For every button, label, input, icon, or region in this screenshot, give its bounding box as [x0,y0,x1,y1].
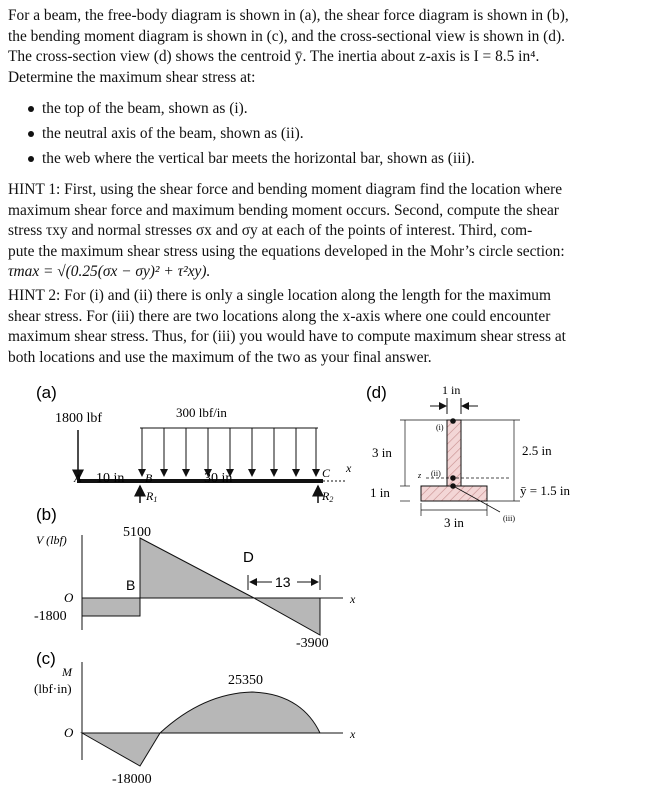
dim-13-label: 13 [275,574,291,590]
moment-peak-value: 25350 [228,673,263,688]
intro-line-3: The cross-section view (d) shows the centroid ȳ. The inertia about z-axis is I = 8.5 in⁴. [8,48,540,66]
moment-ylabel-unit: (lbf·in) [34,681,72,696]
point-load-label: 1800 lbf [55,411,103,426]
intro-line-4: Determine the maximum shear stress at: [8,68,256,86]
fig-a-x-axis: x [346,461,352,475]
shear-point-B: B [126,577,136,593]
shear-x-axis: x [350,592,356,606]
reaction-R2-label: R2 [322,489,334,504]
fig-b-label: (b) [36,505,57,524]
dim-10in: 10 in [96,471,125,486]
point-B-label: B [145,471,153,485]
shear-neg-region-1 [82,598,140,616]
hint1-line-4: pute the maximum shear stress using the equations developed in the Mohr’s circle section: [8,242,565,260]
hint2-line-1: HINT 2: For (i) and (ii) there is only a single location along the length for the maximum [8,287,551,304]
bullet-text: the top of the beam, shown as (i). [42,100,248,117]
bullet-text: the web where the vertical bar meets the horizontal bar, shown as (iii). [42,150,475,167]
web-height-label: 3 in [372,445,392,460]
fig-d-label: (d) [366,383,387,402]
hint1-line-2: maximum shear force and maximum bending moment occurs. Second, compute the shear [8,201,559,219]
shear-start-value: -1800 [34,609,67,624]
fig-c-label: (c) [36,649,56,668]
formula: τmax = √(0.25(σx − σy)² + τ²xy). [8,263,211,281]
hint1-line-3: stress τxy and normal stresses σx and σy at each of the points of interest. Third, com- [8,222,533,240]
moment-x-axis: x [350,727,356,741]
dim-2-5in-label: 2.5 in [522,443,552,458]
hint2-line-2: shear stress. For (iii) there are two locations along the x-axis where one could encounter [8,307,551,325]
dist-load-arrows [142,428,316,476]
intro-line-2: the bending moment diagram is shown in (c), and the cross-sectional view is shown in (d). [8,27,565,45]
moment-ylabel-M: M [62,665,72,679]
bullet-text: the neutral axis of the beam, shown as (ii). [42,125,304,142]
cross-section-diagram [366,383,570,530]
point-ii-marker [450,475,456,481]
fig-a-label: (a) [36,383,57,402]
shear-pos-region [140,538,254,598]
shear-origin: O [64,590,74,605]
point-iii-marker [450,483,456,489]
shear-force-diagram [34,505,356,651]
web-width-label: 1 in [442,383,461,397]
moment-min-value: -18000 [112,772,152,787]
moment-pos-region [160,692,320,733]
fbd-diagram [36,383,352,504]
shear-peak-value: 5100 [123,525,151,540]
flange-width-label: 3 in [444,515,464,530]
shear-neg-region-2 [254,598,320,635]
hint1-line-1: HINT 1: First, using the shear force and bending moment diagram find the location where [8,181,563,198]
bending-moment-diagram [34,649,356,787]
moment-origin: O [64,725,74,740]
shear-point-D: D [243,549,254,566]
point-ii-label: (ii) [431,469,441,478]
z-axis-label: z [418,471,422,480]
intro-line-1: For a beam, the free-body diagram is shown in (a), the shear force diagram is shown in (b), [8,7,569,24]
shear-ylabel: V (lbf) [36,533,67,547]
reaction-R1-label: R1 [146,489,158,504]
dim-30in: 30 in [204,471,233,486]
point-i-label: (i) [436,423,444,432]
hint2-line-4: both locations and use the maximum of the two as your final answer. [8,348,432,366]
flange-thickness-label: 1 in [370,485,390,500]
point-C-label: C [322,466,331,480]
shear-end-value: -3900 [296,636,329,651]
moment-neg-region [82,733,160,766]
centroid-label: ȳ = 1.5 in [520,483,570,498]
point-iii-label: (iii) [503,514,515,523]
point-A-label: A [74,471,82,485]
dist-load-label: 300 lbf/in [176,405,227,420]
hint2-line-3: maximum shear stress. Thus, for (iii) you would have to compute maximum shear stress at [8,328,566,346]
point-i-marker [450,418,456,424]
